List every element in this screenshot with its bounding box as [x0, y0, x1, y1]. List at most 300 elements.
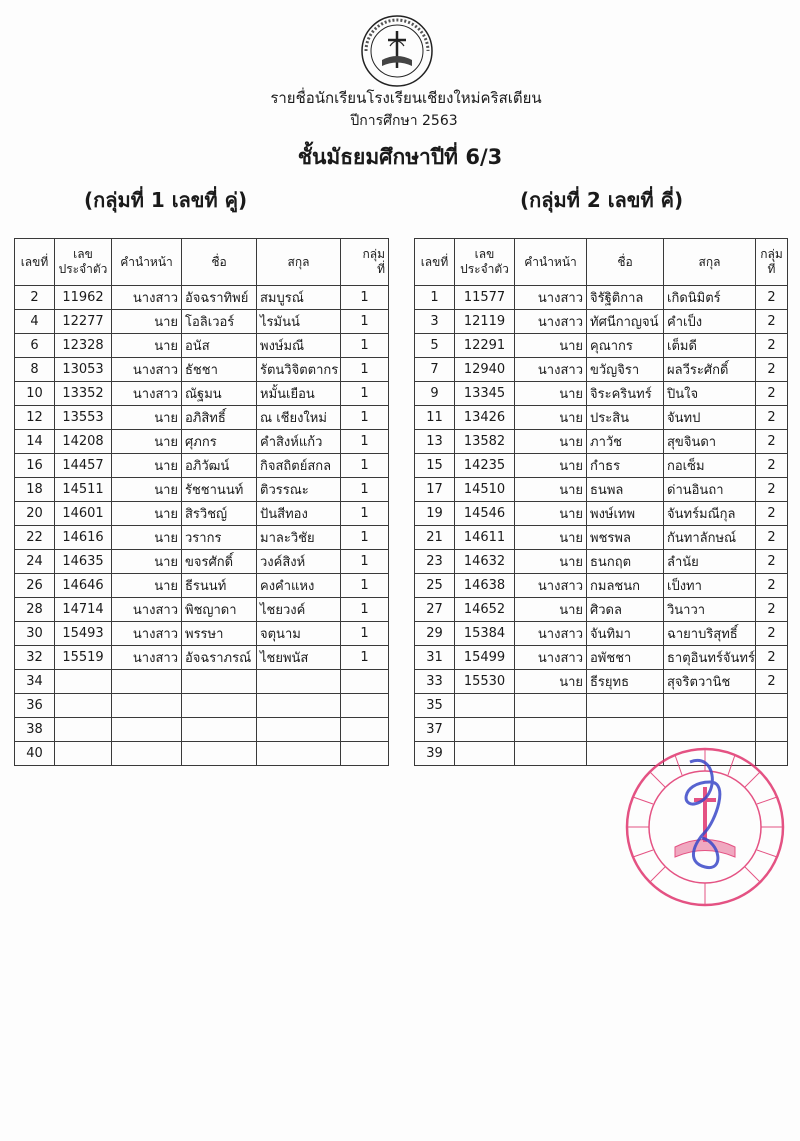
table-row	[15, 622, 389, 646]
cell-student-id: 12277	[55, 310, 112, 334]
cell-no: 11	[415, 406, 455, 430]
group-1-table	[14, 238, 389, 766]
cell-name: ธัชชา	[182, 358, 257, 382]
cell-name	[587, 694, 664, 718]
cell-group: 1	[341, 358, 389, 382]
cell-no: 7	[415, 358, 455, 382]
header-group-line2: ที่	[377, 262, 385, 276]
cell-group	[341, 670, 389, 694]
cell-group: 2	[756, 670, 788, 694]
cell-name: ธนพล	[587, 478, 664, 502]
cell-prefix: นางสาว	[112, 286, 182, 310]
cell-prefix: นาย	[112, 430, 182, 454]
cell-no: 14	[15, 430, 55, 454]
cell-surname	[664, 694, 756, 718]
cell-prefix: นาย	[515, 382, 587, 406]
cell-surname: จตุนาม	[257, 622, 341, 646]
cell-group: 1	[341, 478, 389, 502]
cell-group: 2	[756, 574, 788, 598]
cell-no: 26	[15, 574, 55, 598]
cell-no: 33	[415, 670, 455, 694]
cell-student-id	[55, 742, 112, 766]
cell-no: 36	[15, 694, 55, 718]
cell-no: 9	[415, 382, 455, 406]
cell-surname: กันทาลักษณ์	[664, 526, 756, 550]
cell-surname: มาละวิชัย	[257, 526, 341, 550]
cell-surname: ไรมันน์	[257, 310, 341, 334]
table-row	[15, 550, 389, 574]
cell-student-id: 15499	[455, 646, 515, 670]
cell-no: 3	[415, 310, 455, 334]
cell-student-id: 11962	[55, 286, 112, 310]
table-row	[15, 430, 389, 454]
cell-surname: เกิดนิมิตร์	[664, 286, 756, 310]
cell-surname: เต็มดี	[664, 334, 756, 358]
cell-group: 1	[341, 454, 389, 478]
cell-surname: ไชยพนัส	[257, 646, 341, 670]
cell-surname: ปินใจ	[664, 382, 756, 406]
table-row	[415, 670, 788, 694]
cell-group: 2	[756, 430, 788, 454]
cell-surname: ปันสีทอง	[257, 502, 341, 526]
cell-no: 23	[415, 550, 455, 574]
cell-group: 2	[756, 310, 788, 334]
header-group	[756, 239, 788, 286]
table-row	[15, 478, 389, 502]
cell-name: อภิวัฒน์	[182, 454, 257, 478]
table-row	[15, 742, 389, 766]
cell-student-id: 13426	[455, 406, 515, 430]
cell-prefix: นางสาว	[515, 574, 587, 598]
cell-group: 1	[341, 502, 389, 526]
cell-surname: หมั้นเยือน	[257, 382, 341, 406]
cell-name: ศุภกร	[182, 430, 257, 454]
cell-name: ธีรนนท์	[182, 574, 257, 598]
cell-no: 16	[15, 454, 55, 478]
cell-surname	[257, 670, 341, 694]
cell-surname: เป็งทา	[664, 574, 756, 598]
cell-student-id: 12328	[55, 334, 112, 358]
cell-name: ณัฐมน	[182, 382, 257, 406]
cell-name: พงษ์เทพ	[587, 502, 664, 526]
cell-surname: ด่านอินถา	[664, 478, 756, 502]
cell-student-id	[55, 670, 112, 694]
cell-group: 1	[341, 406, 389, 430]
cell-prefix: นางสาว	[112, 382, 182, 406]
table-row	[415, 382, 788, 406]
group-2-title: (กลุ่มที่ 2 เลขที่ คี่)	[520, 188, 684, 212]
cell-no: 28	[15, 598, 55, 622]
cell-prefix	[515, 742, 587, 766]
cell-group: 2	[756, 358, 788, 382]
table-row	[415, 718, 788, 742]
cell-surname: วงค์สิงห์	[257, 550, 341, 574]
cell-no: 37	[415, 718, 455, 742]
header-no: เลขที่	[415, 239, 455, 286]
cell-surname: จันทร์มณีกุล	[664, 502, 756, 526]
cell-group: 1	[341, 286, 389, 310]
cell-student-id: 13053	[55, 358, 112, 382]
cell-group	[756, 718, 788, 742]
cell-student-id	[455, 694, 515, 718]
cell-prefix: นางสาว	[112, 646, 182, 670]
cell-group: 2	[756, 454, 788, 478]
table-row	[15, 718, 389, 742]
table-row	[15, 310, 389, 334]
cell-prefix: นาย	[112, 310, 182, 334]
cell-surname: กิจสถิตย์สกล	[257, 454, 341, 478]
cell-prefix: นางสาว	[112, 358, 182, 382]
table-row	[415, 286, 788, 310]
cell-name: ธนกฤต	[587, 550, 664, 574]
cell-surname: คำเป็ง	[664, 310, 756, 334]
cell-prefix	[112, 670, 182, 694]
table-row	[415, 406, 788, 430]
cell-surname: คงคำแหง	[257, 574, 341, 598]
table-row	[15, 598, 389, 622]
cell-no: 35	[415, 694, 455, 718]
cell-prefix: นาย	[515, 598, 587, 622]
cell-no: 39	[415, 742, 455, 766]
cell-no: 6	[15, 334, 55, 358]
table-header-row	[415, 239, 788, 286]
header-group-line1: กลุ่ม	[362, 247, 385, 261]
cell-student-id: 14646	[55, 574, 112, 598]
cell-name: อัจฉราภรณ์	[182, 646, 257, 670]
cell-surname	[257, 694, 341, 718]
cell-student-id: 14652	[455, 598, 515, 622]
cell-name: ขวัญจิรา	[587, 358, 664, 382]
table-row	[15, 694, 389, 718]
cell-student-id: 15530	[455, 670, 515, 694]
cell-no: 17	[415, 478, 455, 502]
cell-group: 2	[756, 478, 788, 502]
table-row	[415, 694, 788, 718]
group-2-table	[414, 238, 788, 766]
cell-surname: สมบูรณ์	[257, 286, 341, 310]
cell-group	[341, 742, 389, 766]
cell-group: 2	[756, 286, 788, 310]
table-row	[15, 358, 389, 382]
header-surname: สกุล	[257, 239, 341, 286]
cell-surname	[257, 718, 341, 742]
academic-year: ปีการศึกษา 2563	[350, 113, 458, 129]
cell-surname: ธาตุอินทร์จันทร์	[664, 646, 756, 670]
cell-name: ภาวัช	[587, 430, 664, 454]
cell-no: 5	[415, 334, 455, 358]
table-row	[15, 646, 389, 670]
cell-student-id	[455, 718, 515, 742]
header-group-line1: กลุ่ม	[760, 247, 783, 261]
cell-prefix	[112, 742, 182, 766]
cell-prefix: นาย	[515, 454, 587, 478]
cell-group: 2	[756, 550, 788, 574]
header-prefix: คำนำหน้า	[112, 239, 182, 286]
header-name: ชื่อ	[587, 239, 664, 286]
cell-name: พรรษา	[182, 622, 257, 646]
cell-group: 1	[341, 430, 389, 454]
cell-prefix: นาย	[112, 334, 182, 358]
cell-student-id: 14638	[455, 574, 515, 598]
table-header-row	[15, 239, 389, 286]
cell-surname	[257, 742, 341, 766]
cell-group: 1	[341, 526, 389, 550]
cell-surname: พงษ์มณี	[257, 334, 341, 358]
cell-prefix: นางสาว	[515, 358, 587, 382]
cell-no: 12	[15, 406, 55, 430]
cell-surname: ณ เชียงใหม่	[257, 406, 341, 430]
table-row	[15, 526, 389, 550]
cell-prefix	[515, 718, 587, 742]
cell-student-id: 12291	[455, 334, 515, 358]
cell-prefix: นางสาว	[112, 598, 182, 622]
cell-prefix: นาย	[515, 526, 587, 550]
cell-name	[587, 718, 664, 742]
cell-group: 2	[756, 526, 788, 550]
cell-group: 2	[756, 502, 788, 526]
cell-prefix: นาย	[112, 454, 182, 478]
cell-name: ศิวดล	[587, 598, 664, 622]
cell-prefix: นาย	[515, 550, 587, 574]
cell-no: 34	[15, 670, 55, 694]
cell-prefix: นางสาว	[515, 646, 587, 670]
cell-name: อภิสิทธิ์	[182, 406, 257, 430]
cell-prefix: นาย	[515, 406, 587, 430]
cell-group: 1	[341, 622, 389, 646]
cell-no: 25	[415, 574, 455, 598]
cell-student-id: 14546	[455, 502, 515, 526]
cell-name: โอลิเวอร์	[182, 310, 257, 334]
table-row	[415, 574, 788, 598]
header-student-id-line1: เลข	[73, 247, 93, 261]
cell-no: 13	[415, 430, 455, 454]
cell-name: จันทิมา	[587, 622, 664, 646]
cell-group	[756, 694, 788, 718]
cell-group: 1	[341, 574, 389, 598]
table-row	[415, 622, 788, 646]
cell-prefix: นาย	[515, 478, 587, 502]
cell-surname: ลำนัย	[664, 550, 756, 574]
cell-prefix: นาย	[112, 502, 182, 526]
table-row	[415, 334, 788, 358]
header-student-id	[455, 239, 515, 286]
cell-student-id: 14635	[55, 550, 112, 574]
table-row	[15, 502, 389, 526]
cell-student-id: 14601	[55, 502, 112, 526]
cell-name: อัจฉราทิพย์	[182, 286, 257, 310]
cell-name: กมลชนก	[587, 574, 664, 598]
table-row	[415, 598, 788, 622]
cell-surname: ติวรรณะ	[257, 478, 341, 502]
cell-prefix: นาย	[112, 550, 182, 574]
cell-group	[341, 718, 389, 742]
cell-no: 24	[15, 550, 55, 574]
cell-group: 1	[341, 550, 389, 574]
cell-no: 22	[15, 526, 55, 550]
table-row	[415, 550, 788, 574]
cell-student-id	[55, 694, 112, 718]
cell-group: 1	[341, 310, 389, 334]
cell-name: อพัชชา	[587, 646, 664, 670]
cell-no: 21	[415, 526, 455, 550]
cell-prefix: นางสาว	[515, 622, 587, 646]
cell-no: 4	[15, 310, 55, 334]
cell-name: จิรัฐิติกาล	[587, 286, 664, 310]
cell-group: 2	[756, 622, 788, 646]
cell-name: คุณากร	[587, 334, 664, 358]
cell-no: 1	[415, 286, 455, 310]
cell-group: 1	[341, 598, 389, 622]
cell-student-id: 11577	[455, 286, 515, 310]
cell-surname: จันทป	[664, 406, 756, 430]
school-seal-logo	[360, 14, 434, 88]
table-row	[415, 454, 788, 478]
cell-prefix: นาย	[112, 406, 182, 430]
cell-name: พชรพล	[587, 526, 664, 550]
table-row	[15, 334, 389, 358]
cell-student-id: 13553	[55, 406, 112, 430]
cell-prefix: นางสาว	[515, 286, 587, 310]
table-row	[15, 670, 389, 694]
table-row	[15, 382, 389, 406]
cell-group: 2	[756, 334, 788, 358]
cell-name: พิชญาดา	[182, 598, 257, 622]
cell-surname: ไชยวงค์	[257, 598, 341, 622]
header-prefix: คำนำหน้า	[515, 239, 587, 286]
cell-prefix: นาย	[112, 478, 182, 502]
cell-group: 2	[756, 646, 788, 670]
cell-surname: วินาวา	[664, 598, 756, 622]
cell-name: ประสิน	[587, 406, 664, 430]
cell-no: 31	[415, 646, 455, 670]
cell-student-id: 14616	[55, 526, 112, 550]
cell-student-id: 14632	[455, 550, 515, 574]
cell-prefix	[112, 694, 182, 718]
header-student-id-line2: ประจำตัว	[58, 262, 108, 276]
cell-prefix: นาย	[112, 526, 182, 550]
cell-name: รัชชานนท์	[182, 478, 257, 502]
cell-surname: ผลวีระศักดิ์	[664, 358, 756, 382]
cell-group: 2	[756, 598, 788, 622]
cell-prefix: นาย	[515, 670, 587, 694]
cell-prefix: นาย	[515, 502, 587, 526]
cell-student-id: 13582	[455, 430, 515, 454]
cell-name	[182, 670, 257, 694]
cell-surname: รัตนวิจิตตากร	[257, 358, 341, 382]
table-row	[415, 646, 788, 670]
cell-name: จิระครินทร์	[587, 382, 664, 406]
cell-student-id: 14510	[455, 478, 515, 502]
cell-no: 20	[15, 502, 55, 526]
header-student-id-line2: ประจำตัว	[460, 262, 509, 276]
cell-name: วรากร	[182, 526, 257, 550]
cell-student-id: 15384	[455, 622, 515, 646]
cell-group: 1	[341, 646, 389, 670]
table-row	[415, 430, 788, 454]
table-row	[415, 502, 788, 526]
cell-student-id: 15493	[55, 622, 112, 646]
cell-student-id: 14208	[55, 430, 112, 454]
class-name: ชั้นมัธยมศึกษาปีที่ 6/3	[297, 145, 503, 169]
cell-name: ทัศนีกาญจน์	[587, 310, 664, 334]
cell-group: 1	[341, 382, 389, 406]
cell-name: อนัส	[182, 334, 257, 358]
table-row	[415, 310, 788, 334]
group-1-title: (กลุ่มที่ 1 เลขที่ คู่)	[84, 188, 248, 212]
cell-no: 40	[15, 742, 55, 766]
cell-student-id: 14511	[55, 478, 112, 502]
cell-group	[341, 694, 389, 718]
table-row	[15, 574, 389, 598]
cell-prefix: นาย	[515, 334, 587, 358]
cell-prefix: นางสาว	[112, 622, 182, 646]
table-row	[415, 526, 788, 550]
cell-student-id: 14611	[455, 526, 515, 550]
cell-name: ขจรศักดิ์	[182, 550, 257, 574]
cell-surname	[664, 718, 756, 742]
cell-prefix	[515, 694, 587, 718]
header-no: เลขที่	[15, 239, 55, 286]
cell-no: 2	[15, 286, 55, 310]
cell-no: 19	[415, 502, 455, 526]
cell-prefix: นางสาว	[515, 310, 587, 334]
cell-group: 1	[341, 334, 389, 358]
cell-no: 29	[415, 622, 455, 646]
table-row	[15, 286, 389, 310]
header-surname: สกุล	[664, 239, 756, 286]
cell-name	[182, 742, 257, 766]
cell-student-id: 13352	[55, 382, 112, 406]
header-student-id-line1: เลข	[474, 247, 495, 261]
cell-no: 30	[15, 622, 55, 646]
cell-student-id: 12119	[455, 310, 515, 334]
cell-student-id	[55, 718, 112, 742]
cell-prefix	[112, 718, 182, 742]
cell-surname: กอเซ็ม	[664, 454, 756, 478]
document-title: รายชื่อนักเรียนโรงเรียนเชียงใหม่คริสเตียน	[270, 89, 542, 107]
cell-student-id: 15519	[55, 646, 112, 670]
header-student-id	[55, 239, 112, 286]
cell-no: 8	[15, 358, 55, 382]
cell-name: สิรวิชญ์	[182, 502, 257, 526]
cell-name	[182, 694, 257, 718]
cell-surname: สุขจินดา	[664, 430, 756, 454]
cell-name: กำธร	[587, 454, 664, 478]
cell-no: 10	[15, 382, 55, 406]
cell-no: 27	[415, 598, 455, 622]
cell-student-id: 13345	[455, 382, 515, 406]
header-name: ชื่อ	[182, 239, 257, 286]
cell-surname: ฉายาบริสุทธิ์	[664, 622, 756, 646]
header-group-line2: ที่	[767, 262, 776, 276]
cell-name	[182, 718, 257, 742]
cell-student-id: 14714	[55, 598, 112, 622]
cell-no: 32	[15, 646, 55, 670]
cell-no: 15	[415, 454, 455, 478]
school-stamp	[620, 742, 790, 912]
cell-no: 38	[15, 718, 55, 742]
cell-group: 2	[756, 382, 788, 406]
cell-no: 18	[15, 478, 55, 502]
table-row	[15, 454, 389, 478]
cell-prefix: นาย	[515, 430, 587, 454]
cell-surname: สุจริตวานิช	[664, 670, 756, 694]
table-row	[415, 478, 788, 502]
cell-student-id: 12940	[455, 358, 515, 382]
cell-student-id: 14457	[55, 454, 112, 478]
cell-name: ธีรยุทธ	[587, 670, 664, 694]
cell-prefix: นาย	[112, 574, 182, 598]
